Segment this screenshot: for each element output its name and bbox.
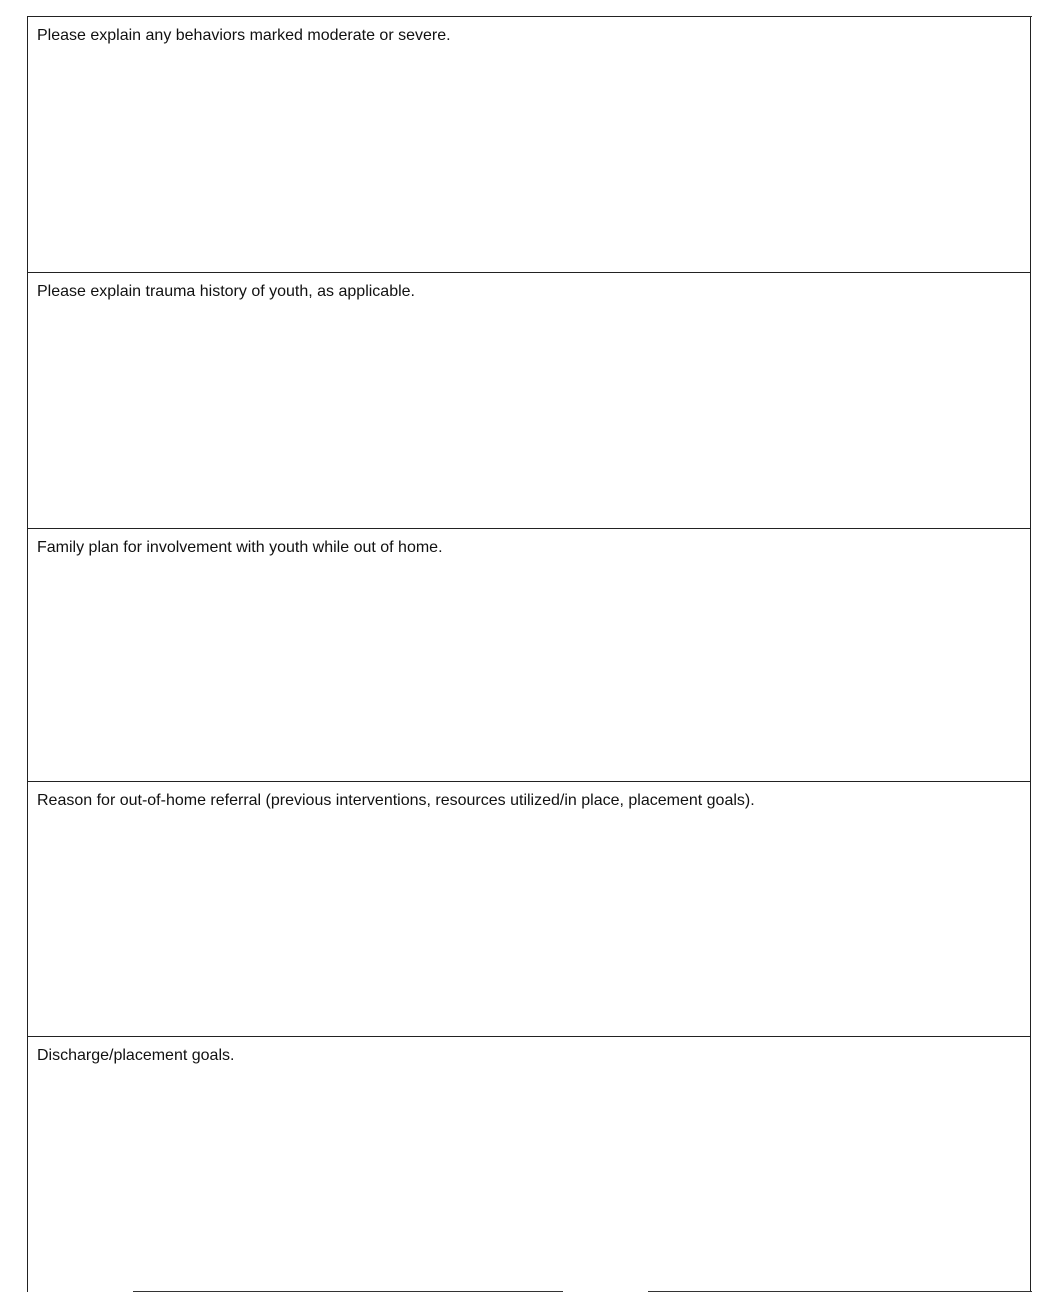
discharge-goals-answer-area[interactable] [28, 1071, 1030, 1292]
section-discharge-goals [28, 1036, 1030, 1292]
section-label: Family plan for involvement with youth while out of home. [37, 539, 443, 556]
section-label: Please explain any behaviors marked moderate or severe. [37, 27, 451, 44]
behaviors-answer-area[interactable] [28, 51, 1030, 274]
section-family-plan [28, 528, 1030, 782]
section-label: Reason for out-of-home referral (previous interventions, resources utilized/in place, placement goals). [37, 792, 755, 809]
referral-reason-answer-area[interactable] [28, 816, 1030, 1037]
section-label: Please explain trauma history of youth, as applicable. [37, 283, 415, 300]
section-behaviors [28, 16, 1030, 274]
trauma-history-answer-area[interactable] [28, 307, 1030, 528]
family-plan-answer-area[interactable] [28, 563, 1030, 782]
section-label: Discharge/placement goals. [37, 1047, 235, 1064]
bottom-border-segment [133, 1291, 563, 1292]
referral-form [27, 16, 1031, 1292]
bottom-border-segment [648, 1291, 1032, 1292]
section-referral-reason [28, 781, 1030, 1037]
section-trauma-history [28, 272, 1030, 528]
